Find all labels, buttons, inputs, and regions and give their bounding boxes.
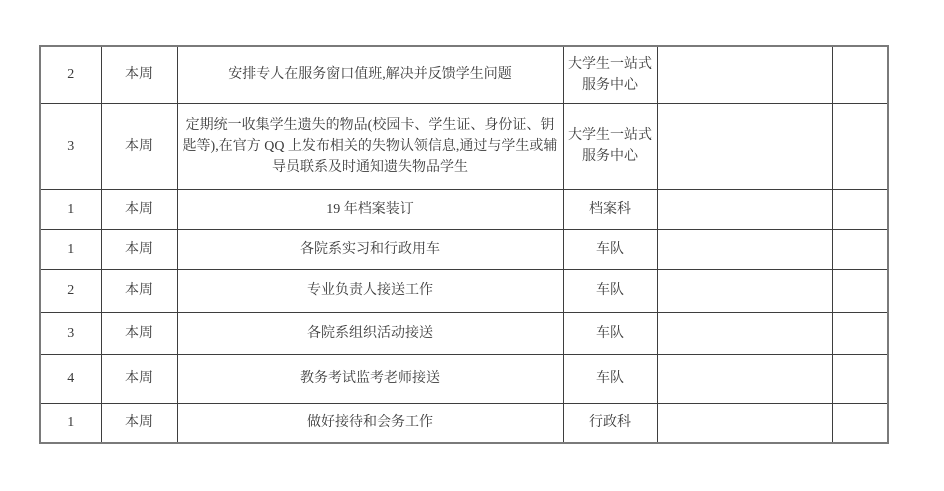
empty-cell xyxy=(832,312,888,354)
row-number-cell: 1 xyxy=(40,189,101,229)
empty-cell xyxy=(832,46,888,103)
task-cell: 专业负责人接送工作 xyxy=(177,269,563,312)
row-number-cell: 1 xyxy=(40,403,101,443)
period-cell: 本周 xyxy=(101,229,177,269)
table-row xyxy=(40,103,888,189)
empty-cell xyxy=(657,312,832,354)
department-cell: 车队 xyxy=(563,312,657,354)
table-row xyxy=(40,354,888,403)
table-row xyxy=(40,229,888,269)
row-number-cell: 4 xyxy=(40,354,101,403)
period-cell: 本周 xyxy=(101,103,177,189)
department-cell: 车队 xyxy=(563,269,657,312)
empty-cell xyxy=(832,103,888,189)
row-number-cell: 1 xyxy=(40,229,101,269)
table-row xyxy=(40,269,888,312)
department-cell: 大学生一站式服务中心 xyxy=(563,46,657,103)
table-row xyxy=(40,312,888,354)
empty-cell xyxy=(657,46,832,103)
department-cell: 档案科 xyxy=(563,189,657,229)
task-cell: 定期统一收集学生遗失的物品(校园卡、学生证、身份证、钥匙等),在官方 QQ 上发布相关的失物认领信息,通过与学生或辅导员联系及时通知遗失物品学生 xyxy=(177,103,563,189)
table-row xyxy=(40,403,888,443)
empty-cell xyxy=(657,189,832,229)
table-row xyxy=(40,46,888,103)
task-cell: 19 年档案装订 xyxy=(177,189,563,229)
empty-cell xyxy=(657,403,832,443)
empty-cell xyxy=(657,103,832,189)
task-cell: 各院系组织活动接送 xyxy=(177,312,563,354)
empty-cell xyxy=(657,269,832,312)
worklog-table xyxy=(39,45,889,444)
row-number-cell: 3 xyxy=(40,103,101,189)
task-cell: 教务考试监考老师接送 xyxy=(177,354,563,403)
task-cell: 各院系实习和行政用车 xyxy=(177,229,563,269)
period-cell: 本周 xyxy=(101,46,177,103)
row-number-cell: 2 xyxy=(40,46,101,103)
empty-cell xyxy=(832,229,888,269)
department-cell: 车队 xyxy=(563,354,657,403)
empty-cell xyxy=(832,189,888,229)
empty-cell xyxy=(657,229,832,269)
empty-cell xyxy=(832,403,888,443)
period-cell: 本周 xyxy=(101,269,177,312)
task-cell: 安排专人在服务窗口值班,解决并反馈学生问题 xyxy=(177,46,563,103)
period-cell: 本周 xyxy=(101,312,177,354)
table-row xyxy=(40,189,888,229)
department-cell: 大学生一站式服务中心 xyxy=(563,103,657,189)
period-cell: 本周 xyxy=(101,354,177,403)
empty-cell xyxy=(832,354,888,403)
empty-cell xyxy=(832,269,888,312)
row-number-cell: 2 xyxy=(40,269,101,312)
empty-cell xyxy=(657,354,832,403)
period-cell: 本周 xyxy=(101,189,177,229)
task-cell: 做好接待和会务工作 xyxy=(177,403,563,443)
department-cell: 行政科 xyxy=(563,403,657,443)
department-cell: 车队 xyxy=(563,229,657,269)
period-cell: 本周 xyxy=(101,403,177,443)
row-number-cell: 3 xyxy=(40,312,101,354)
